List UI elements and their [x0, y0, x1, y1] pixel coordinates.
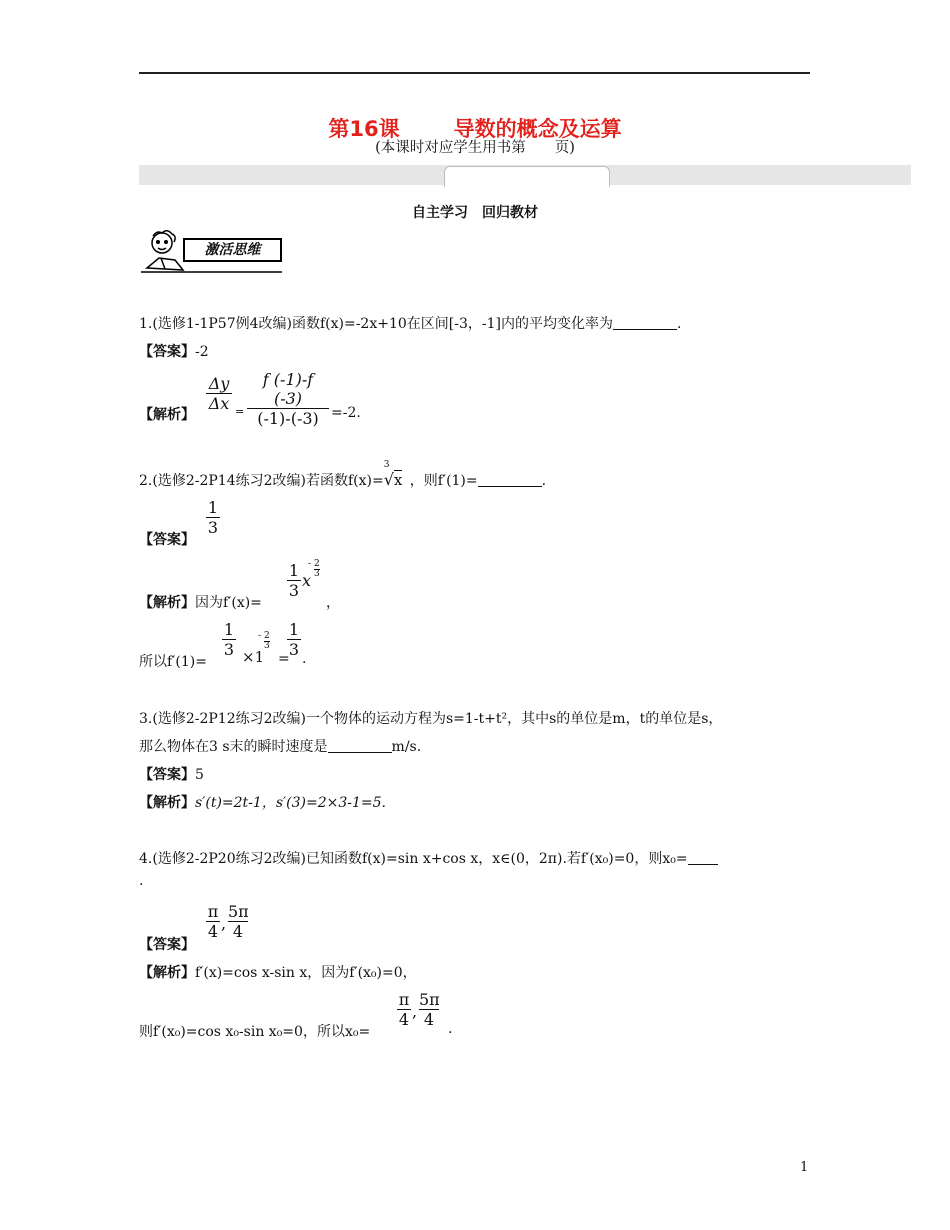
answer-3: 【答案】5 [139, 767, 204, 783]
equals-sign: = [235, 405, 245, 418]
question-3-line2: 那么物体在3 s末的瞬时速度是 m/s. [139, 739, 422, 755]
section-badge: 激活思维 [183, 238, 282, 262]
analysis-1-label: 【解析】 [139, 407, 195, 423]
exponent: - 2 3 [308, 559, 320, 579]
pi-over-4: $\frac{\pi}{4}$ [207, 902, 219, 941]
fraction-dy-dx: $\frac{\Delta y}{\Delta x}$ [206, 374, 232, 413]
answer-2-label: 【答案】 [139, 532, 195, 548]
answer-4-label: 【答案】 [139, 937, 195, 953]
times-one: ×1 [242, 648, 265, 666]
lesson-number: 第16课 [328, 117, 400, 141]
lesson-topic: 导数的概念及运算 [453, 117, 622, 141]
analysis-2-line2: 所以f′(1)= [139, 654, 207, 670]
pi-over-4: $\frac{\pi}{4}$ [398, 990, 410, 1029]
page-number: 1 [800, 1160, 809, 1175]
page-subtitle: (本课时对应学生用书第 页) [375, 140, 575, 156]
question-2: 2.(选修2-2P14练习2改编)若函数f(x)= 3 √x ，则f′(1)= . [139, 460, 547, 489]
fraction-difference: $\frac{f (-1)-f (-3)}{(-1)-(-3)}$ [247, 370, 329, 428]
answer-blank [478, 472, 542, 487]
header-tab [444, 166, 610, 187]
analysis-4-line2: 则f′(x₀)=cos x₀-sin x₀=0，所以x₀= [139, 1024, 371, 1040]
answer-1: 【答案】-2 [139, 344, 209, 360]
top-rule [139, 72, 810, 74]
five-pi-over-4: $\frac{5\pi}{4}$ [419, 990, 440, 1029]
question-3-line1: 3.(选修2-2P12练习2改编)一个物体的运动方程为s=1-t+t²，其中s的单位是m，t的单位是s， [139, 711, 723, 727]
section-title: 自主学习 回归教材 [412, 205, 538, 221]
one-third-fraction: $\frac{1}{3}$ [288, 620, 300, 659]
analysis-2-line1: 【解析】因为f′(x)= [139, 595, 262, 611]
answer-blank [613, 315, 677, 330]
question-1: 1.(选修1-1P57例4改编)函数f(x)=-2x+10在区间[-3，-1]内的平均变化率为 . [139, 316, 682, 332]
question-4: 4.(选修2-2P20练习2改编)已知函数f(x)=sin x+cos x，x∈(0，2π).若f′(x₀)=0，则x₀= [139, 848, 718, 868]
result-1: =-2. [331, 405, 361, 421]
answer-blank [328, 738, 392, 753]
exponent: - 2 3 [258, 631, 270, 651]
x-variable: x [302, 571, 312, 590]
one-third-fraction: $\frac{1}{3}$ [223, 620, 235, 659]
answer-blank [688, 850, 718, 865]
answer-2-fraction: $\frac{1}{3}$ [207, 498, 219, 537]
five-pi-over-4: $\frac{5\pi}{4}$ [228, 902, 249, 941]
analysis-3: 【解析】s′(t)=2t-1，s′(3)=2×3-1=5. [139, 795, 387, 811]
one-third-fraction: $\frac{1}{3}$ [288, 561, 300, 600]
cube-root: 3 √x [383, 460, 403, 489]
analysis-4-line1: 【解析】f′(x)=cos x-sin x，因为f′(x₀)=0， [139, 965, 417, 981]
